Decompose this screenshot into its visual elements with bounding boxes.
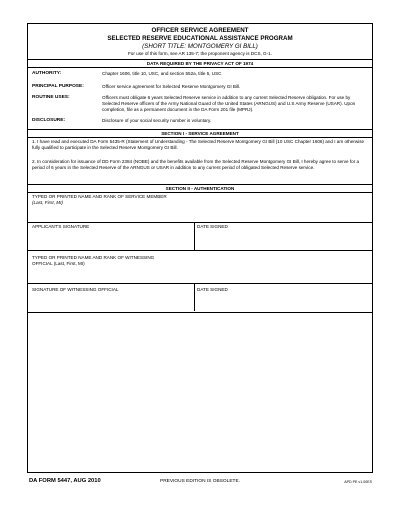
applicant-signature-label: APPLICANT'S SIGNATURE (32, 224, 90, 229)
form-short-title: (SHORT TITLE: MONTGOMERY GI BILL) (142, 43, 258, 50)
applicant-signature-field[interactable] (28, 230, 193, 249)
date-signed-label-1: DATE SIGNED (197, 224, 228, 229)
edition-note: PREVIOUS EDITION IS OBSOLETE. (160, 479, 240, 484)
service-agreement-form (27, 23, 373, 473)
date-signed-field-1[interactable] (196, 230, 372, 249)
disclosure-text: Disclosure of your social security number is voluntary. (102, 118, 212, 123)
witness-name-label: TYPED OR PRINTED NAME AND RANK OF WITNESSING (32, 255, 155, 260)
divider (28, 222, 372, 223)
divider (28, 312, 372, 313)
agency-note: For use of this form, see AR 135-7; the proponent agency is DCS, G-1. (127, 51, 272, 56)
divider (194, 283, 195, 311)
authority-text: Chapter 1606, title 10, USC, and section 552a, title 5, USC (102, 71, 222, 76)
authority-label: AUTHORITY: (32, 71, 62, 76)
divider (194, 222, 195, 250)
section2-heading: SECTION II - AUTHENTICATION (28, 184, 372, 193)
form-title-line2: SELECTED RESERVE EDUCATIONAL ASSISTANCE PROGRAM (107, 35, 293, 42)
agreement-paragraph-2: 2. In consideration for issuance of DD Form 2384 (NOBE) and the benefits available from the Selected Reserve Montgomery GI Bill, I hereby agree to serve for a period of 6 years in the Selected Reserve of the ARNGUS or USAR in addition to any current period of obligated Selected Reserve service. (32, 159, 360, 171)
principal-purpose-label: PRINCIPAL PURPOSE: (32, 84, 84, 89)
witness-name-field[interactable] (28, 267, 372, 282)
date-signed-label-2: DATE SIGNED (197, 287, 228, 292)
witness-signature-label: SIGNATURE OF WITNESSING OFFICIAL (32, 287, 119, 292)
routine-uses-label: ROUTINE USES: (32, 95, 70, 100)
member-name-field[interactable] (28, 206, 372, 221)
member-name-label: TYPED OR PRINTED NAME AND RANK OF SERVICE MEMBER (32, 194, 167, 199)
witness-name-label-line2: OFFICIAL (Last, First, MI) (32, 261, 85, 266)
privacy-act-heading: DATA REQUIRED BY THE PRIVACY ACT OF 1974 (28, 59, 372, 68)
divider (28, 283, 372, 284)
date-signed-field-2[interactable] (196, 293, 372, 311)
divider (28, 250, 372, 251)
routine-uses-text: Officers must obligate 6 years Selected Reserve service in addition to any current Selected Reserve obligation. For use by Selected Reserve officers of the Army National Guard of the United States (ARNGUS) and U.S Army Reserve (USAR). Upon completion, file as a permanent document in the DA Form 201 file (MPRJ). (102, 95, 356, 113)
form-id: DA FORM 5447, AUG 2010 (29, 478, 101, 484)
agreement-paragraph-1: 1. I have read and executed DA Form 5435-R (Statement of Understanding - The Selected Reserve Montgomery GI Bill (10 USC Chapter 1606) and I am otherwise fully qualified to participate in the Selected Reserve Montgomery GI Bill. (32, 139, 365, 151)
form-version: APD PE v1.00ES (344, 480, 372, 484)
principal-purpose-text: Officer service agreement for Selected Reserve Montgomery GI Bill. (102, 84, 241, 89)
form-title-line1: OFFICER SERVICE AGREEMENT (151, 27, 249, 34)
witness-signature-field[interactable] (28, 293, 193, 311)
disclosure-label: DISCLOSURE: (32, 118, 66, 123)
member-name-hint: (Last, First, MI) (32, 200, 63, 205)
section1-heading: SECTION I - SERVICE AGREEMENT (28, 129, 372, 138)
